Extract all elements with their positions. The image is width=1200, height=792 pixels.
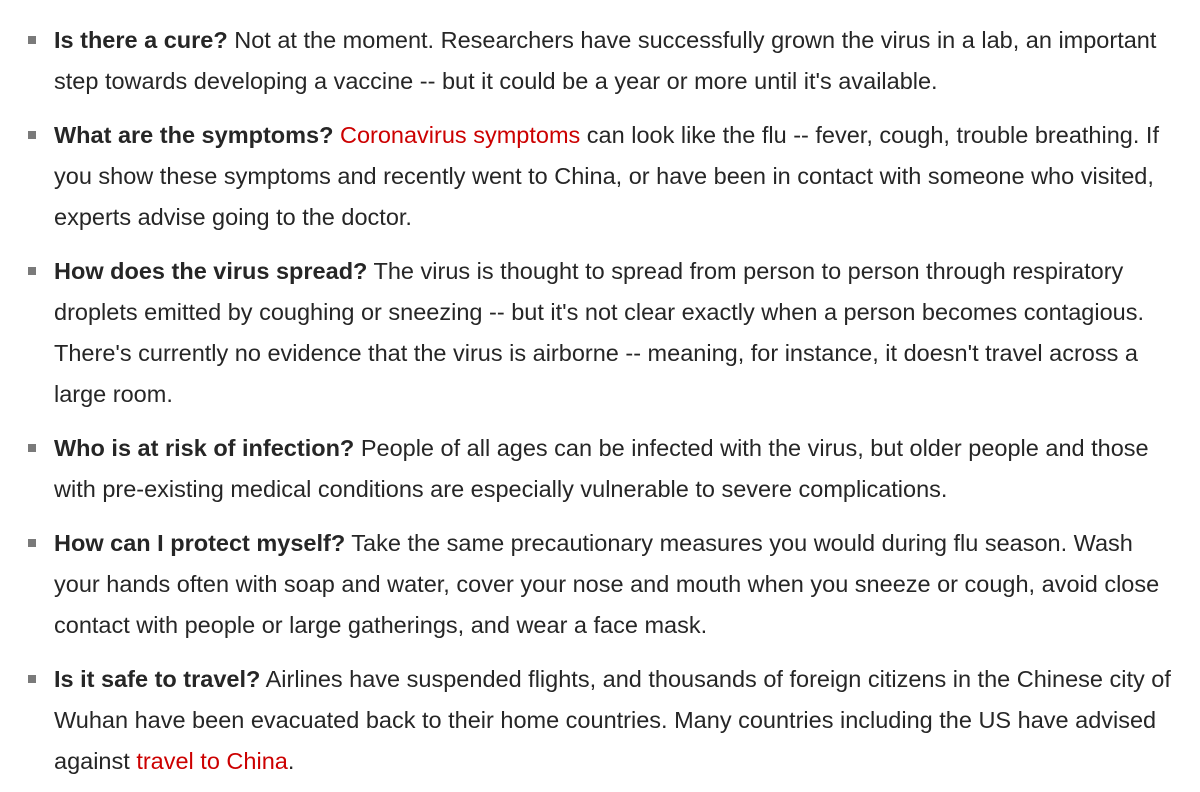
faq-answer: Take the same precautionary measures you would during flu season. Wash your hands often with soap and water, cover your nose and mouth when you sneeze or cough, avoid close contact with people or large gatherings, and wear a face mask. — [54, 530, 1160, 638]
coronavirus-symptoms-link[interactable]: Coronavirus symptoms — [339, 122, 581, 148]
faq-question: How does the virus spread? — [54, 258, 368, 284]
faq-question: How can I protect myself? — [54, 530, 346, 556]
faq-answer: can look like the flu -- fever, cough, trouble breathing. If you show these symptoms and recently went to China, or have been in contact with someone who visited, experts advise going to the doctor. — [54, 122, 1159, 230]
faq-item-protect — [28, 523, 1182, 646]
faq-item-symptoms — [28, 115, 1182, 238]
square-bullet-icon — [28, 539, 36, 547]
travel-to-china-link[interactable]: travel to China — [136, 748, 288, 774]
faq-answer: The virus is thought to spread from person to person through respiratory droplets emitted by coughing or sneezing -- but it's not clear exactly when a person becomes contagious. There's currently no evidence that the virus is airborne -- meaning, for instance, it doesn't travel across a large room. — [54, 258, 1145, 407]
square-bullet-icon — [28, 36, 36, 44]
faq-answer: Not at the moment. Researchers have successfully grown the virus in a lab, an important step towards developing a vaccine -- but it could be a year or more until it's available. — [54, 27, 1157, 94]
faq-item-cure — [28, 20, 1182, 102]
faq-answer: Airlines have suspended flights, and thousands of foreign citizens in the Chinese city of Wuhan have been evacuated back to their home countries. Many countries including the US have advised against — [54, 666, 1171, 774]
faq-question: Is there a cure? — [54, 27, 228, 53]
square-bullet-icon — [28, 267, 36, 275]
faq-question: Is it safe to travel? — [54, 666, 261, 692]
faq-item-spread — [28, 251, 1182, 415]
faq-answer: People of all ages can be infected with the virus, but older people and those with pre-existing medical conditions are especially vulnerable to severe complications. — [54, 435, 1149, 502]
faq-item-risk — [28, 428, 1182, 510]
faq-question: What are the symptoms? — [54, 122, 334, 148]
square-bullet-icon — [28, 675, 36, 683]
square-bullet-icon — [28, 131, 36, 139]
faq-question: Who is at risk of infection? — [54, 435, 355, 461]
faq-answer-end: . — [287, 748, 295, 774]
square-bullet-icon — [28, 444, 36, 452]
faq-item-travel — [28, 659, 1182, 782]
